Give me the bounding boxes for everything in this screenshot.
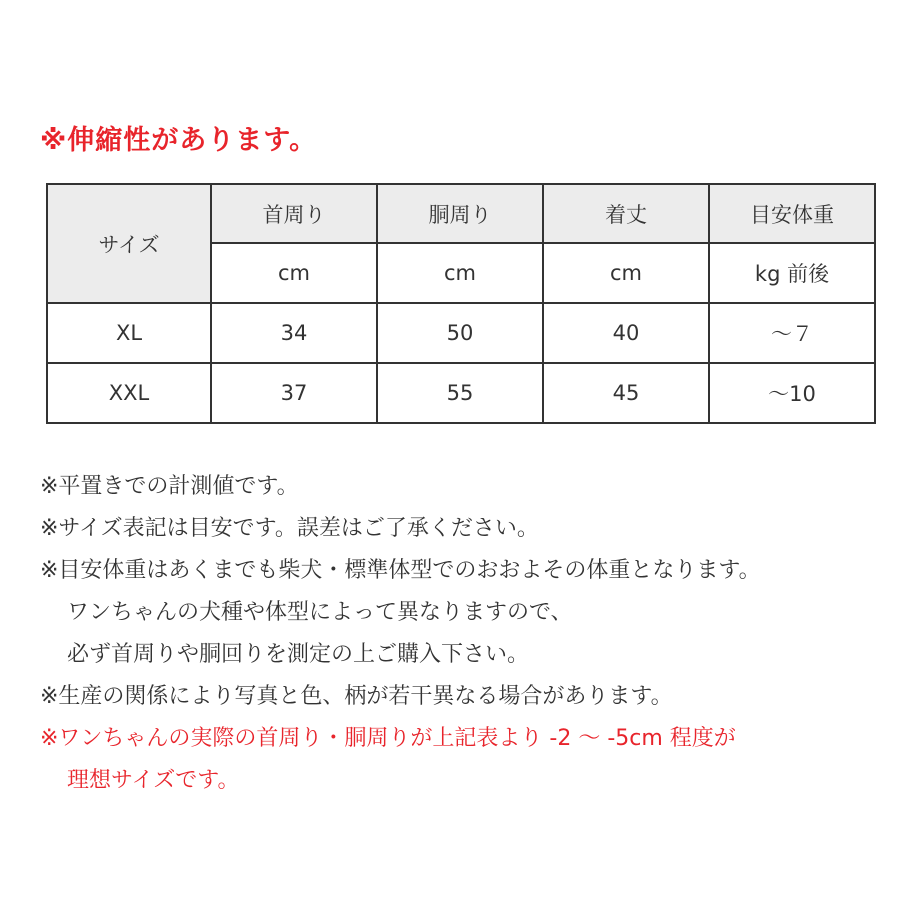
neck-cell: 34: [211, 303, 377, 363]
stretch-notice: ※伸縮性があります。: [40, 125, 318, 156]
chest-cell: 50: [377, 303, 543, 363]
notes-list: [40, 466, 910, 802]
note-weight-guide: ※目安体重はあくまでも柴犬・標準体型でのおおよその体重となります。: [40, 558, 761, 583]
length-header: 着丈: [543, 184, 709, 243]
neck-header: 首周り: [211, 184, 377, 243]
size-cell: XL: [47, 303, 211, 363]
length-unit: cm: [543, 243, 709, 303]
table-header-row: [47, 184, 875, 243]
note-color-variance: ※生産の関係により写真と色、柄が若干異なる場合があります。: [40, 684, 673, 709]
table-row: [47, 303, 875, 363]
weight-header: 目安体重: [709, 184, 875, 243]
chest-cell: 55: [377, 363, 543, 423]
weight-cell: ～10: [709, 363, 875, 423]
note-size-approx: ※サイズ表記は目安です。誤差はご了承ください。: [40, 516, 539, 541]
chest-header: 胴周り: [377, 184, 543, 243]
note-measure-before-buy: 必ず首周りや胴回りを測定の上ご購入下さい。: [67, 642, 530, 667]
size-column-header: サイズ: [47, 184, 211, 303]
neck-unit: cm: [211, 243, 377, 303]
note-ideal-size: ※ワンちゃんの実際の首周り・胴周りが上記表より -2 ～ -5cm 程度が: [40, 726, 736, 751]
note-ideal-size-cont: 理想サイズです。: [67, 768, 240, 793]
weight-unit: kg 前後: [709, 243, 875, 303]
note-weight-guide-cont: ワンちゃんの犬種や体型によって異なりますので、: [67, 600, 573, 625]
chest-unit: cm: [377, 243, 543, 303]
length-cell: 45: [543, 363, 709, 423]
table-row: [47, 363, 875, 423]
size-table: [46, 183, 876, 424]
note-measurement: ※平置きでの計測値です。: [40, 474, 299, 499]
size-cell: XXL: [47, 363, 211, 423]
length-cell: 40: [543, 303, 709, 363]
weight-cell: ～７: [709, 303, 875, 363]
neck-cell: 37: [211, 363, 377, 423]
